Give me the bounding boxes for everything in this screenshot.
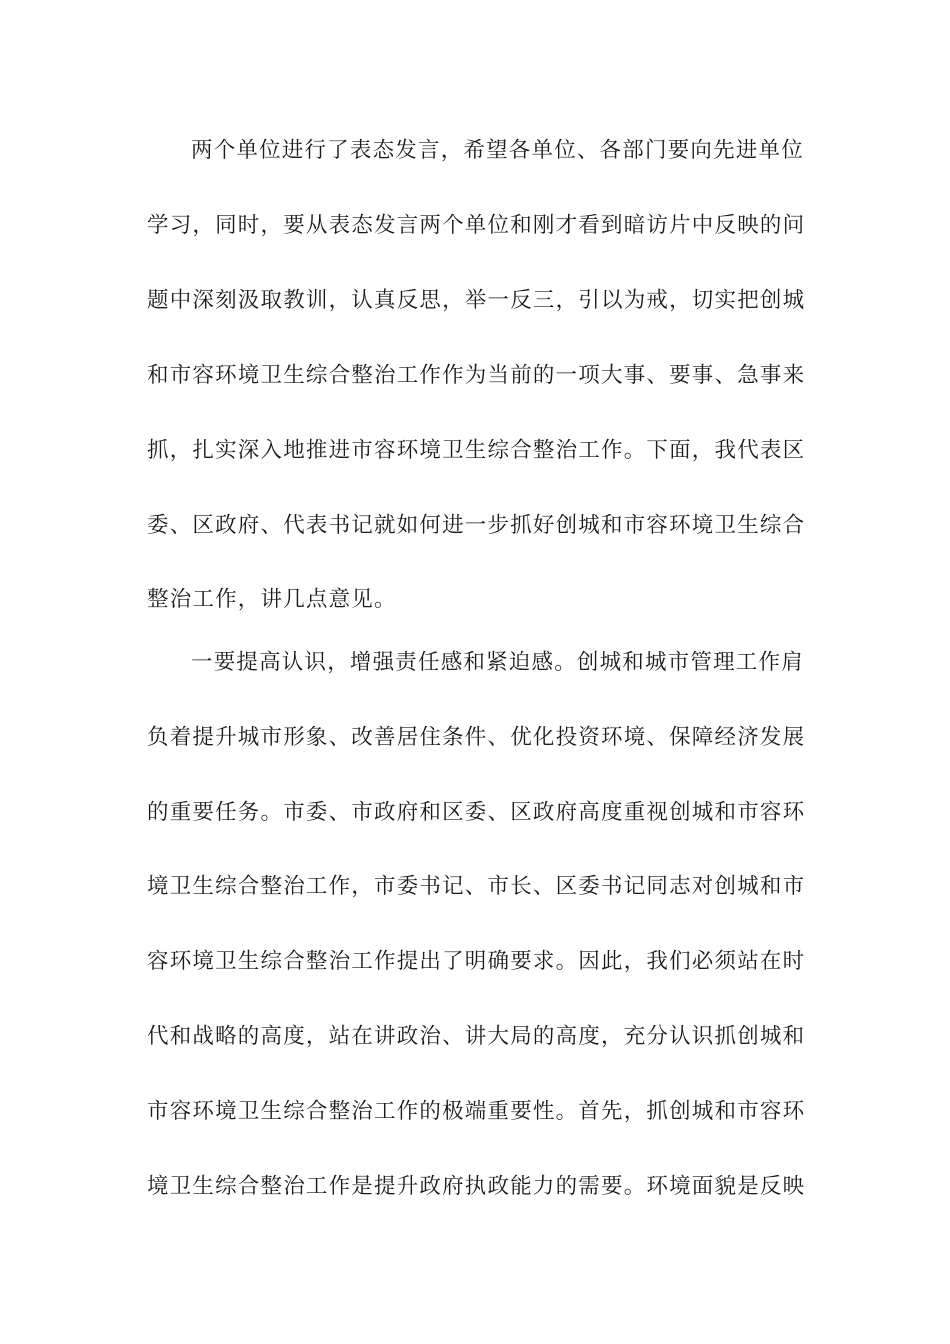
text-line: 负着提升城市形象、改善居住条件、优化投资环境、保障经济发展 (147, 725, 806, 750)
text-line: 抓，扎实深入地推进市容环境卫生综合整治工作。下面，我代表区 (147, 438, 806, 463)
text-line: 学习，同时，要从表态发言两个单位和刚才看到暗访片中反映的问 (147, 213, 806, 238)
text-line: 境卫生综合整治工作是提升政府执政能力的需要。环境面貌是反映 (147, 1174, 806, 1199)
text-line: 委、区政府、代表书记就如何进一步抓好创城和市容环境卫生综合 (147, 513, 806, 538)
text-line: 一要提高认识，增强责任感和紧迫感。创城和城市管理工作肩 (191, 650, 804, 675)
text-line: 容环境卫生综合整治工作提出了明确要求。因此，我们必须站在时 (147, 949, 806, 974)
text-line: 的重要任务。市委、市政府和区委、区政府高度重视创城和市容环 (147, 800, 806, 825)
text-line: 题中深刻汲取教训，认真反思，举一反三，引以为戒，切实把创城 (147, 288, 806, 313)
text-line: 市容环境卫生综合整治工作的极端重要性。首先，抓创城和市容环 (147, 1099, 806, 1124)
text-line: 和市容环境卫生综合整治工作作为当前的一项大事、要事、急事来 (147, 363, 806, 388)
text-line: 代和战略的高度，站在讲政治、讲大局的高度，充分认识抓创城和 (147, 1024, 806, 1049)
text-line: 整治工作，讲几点意见。 (147, 587, 397, 612)
text-line: 两个单位进行了表态发言，希望各单位、各部门要向先进单位 (191, 138, 804, 163)
text-line: 境卫生综合整治工作，市委书记、市长、区委书记同志对创城和市 (147, 874, 806, 899)
